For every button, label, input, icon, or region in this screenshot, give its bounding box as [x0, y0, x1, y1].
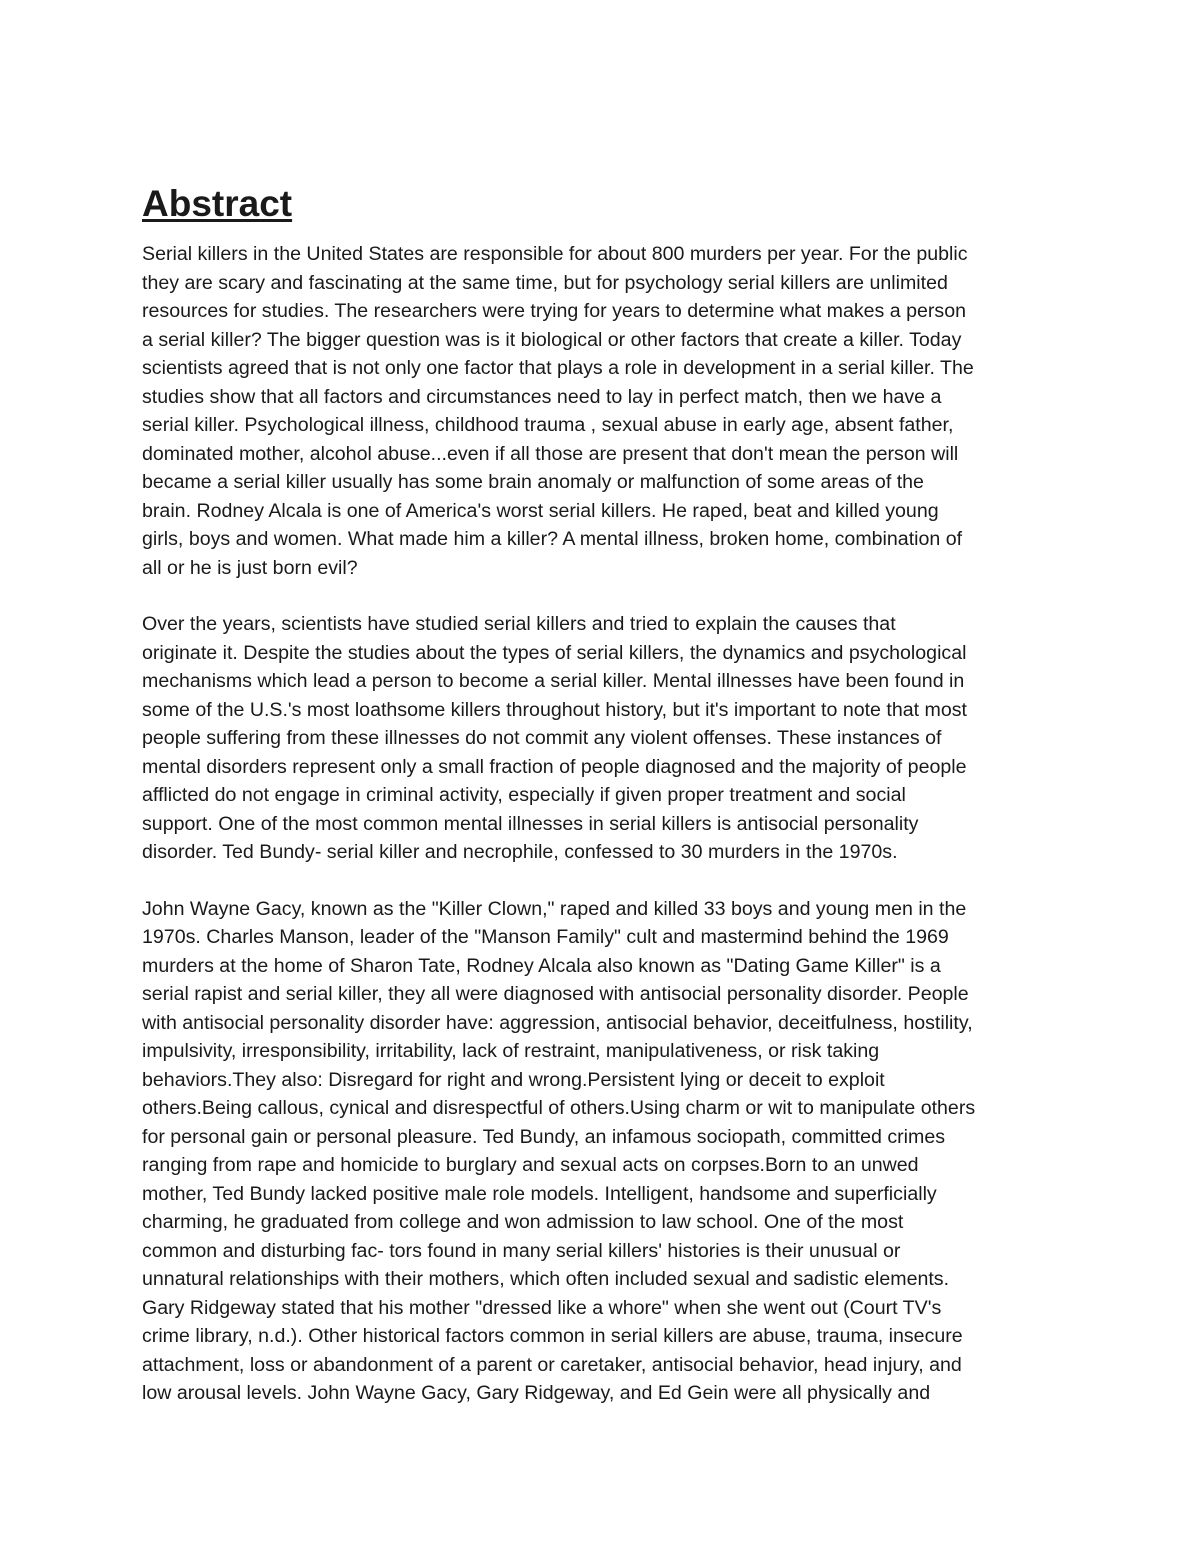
text-line: afflicted do not engage in criminal activity, especially if given proper treatment and social — [142, 784, 906, 806]
paragraph-list — [142, 240, 1067, 1408]
text-line: Gary Ridgeway stated that his mother "dressed like a whore" when she went out (Court TV's — [142, 1296, 942, 1319]
text-line: crime library, n.d.). Other historical factors common in serial killers are abuse, trauma, insecure — [142, 1325, 963, 1347]
text-line: scientists agreed that is not only one factor that plays a role in development in a serial killer. The — [142, 357, 974, 379]
text-line: Over the years, scientists have studied serial killers and tried to explain the causes that — [142, 613, 896, 635]
text-line: they are scary and fascinating at the same time, but for psychology serial killers are unlimited — [142, 271, 948, 294]
text-line: people suffering from these illnesses do not commit any violent offenses. These instances of — [142, 727, 942, 749]
text-line: charming, he graduated from college and won admission to law school. One of the most — [142, 1211, 904, 1233]
text-line: became a serial killer usually has some brain anomaly or malfunction of some areas of the — [142, 471, 924, 493]
text-line: mother, Ted Bundy lacked positive male role models. Intelligent, handsome and superficially — [142, 1182, 937, 1205]
text-line: originate it. Despite the studies about the types of serial killers, the dynamics and psychological — [142, 641, 967, 664]
body-paragraph — [142, 610, 1067, 867]
text-line: attachment, loss or abandonment of a parent or caretaker, antisocial behavior, head injury, and — [142, 1353, 962, 1376]
text-line: common and disturbing fac- tors found in many serial killers' histories is their unusual or — [142, 1239, 901, 1262]
text-line: murders at the home of Sharon Tate, Rodney Alcala also known as "Dating Game Killer" is a — [142, 954, 941, 977]
text-line: behaviors.They also: Disregard for right and wrong.Persistent lying or deceit to exploit — [142, 1068, 885, 1091]
text-line: Serial killers in the United States are responsible for about 800 murders per year. For the public — [142, 243, 968, 265]
text-line: others.Being callous, cynical and disrespectful of others.Using charm or wit to manipulate others — [142, 1097, 976, 1119]
document-title: Abstract — [142, 183, 293, 224]
text-line: with antisocial personality disorder have: aggression, antisocial behavior, deceitfulness, hostility, — [142, 1011, 973, 1034]
text-line: ranging from rape and homicide to burglary and sexual acts on corpses.Born to an unwed — [142, 1154, 919, 1176]
text-line: some of the U.S.'s most loathsome killers throughout history, but it's important to note that most — [142, 698, 967, 721]
text-line: support. One of the most common mental illnesses in serial killers is antisocial personality — [142, 812, 919, 835]
text-line: brain. Rodney Alcala is one of America's worst serial killers. He raped, beat and killed young — [142, 499, 939, 522]
text-line: dominated mother, alcohol abuse...even if all those are present that don't mean the person will — [142, 442, 959, 465]
text-line: serial killer. Psychological illness, childhood trauma , sexual abuse in early age, absent father, — [142, 414, 954, 436]
text-line: a serial killer? The bigger question was is it biological or other factors that create a killer. Today — [142, 328, 962, 351]
text-line: mental disorders represent only a small fraction of people diagnosed and the majority of people — [142, 755, 967, 778]
text-line: impulsivity, irresponsibility, irritability, lack of restraint, manipulativeness, or risk taking — [142, 1040, 880, 1062]
text-line: John Wayne Gacy, known as the "Killer Clown," raped and killed 33 boys and young men in the — [142, 897, 967, 920]
body-paragraph — [142, 240, 1067, 582]
text-line: 1970s. Charles Manson, leader of the "Manson Family" cult and mastermind behind the 1969 — [142, 926, 949, 948]
text-line: unnatural relationships with their mothers, which often included sexual and sadistic elements. — [142, 1268, 950, 1290]
text-line: for personal gain or personal pleasure. Ted Bundy, an infamous sociopath, committed crimes — [142, 1125, 946, 1148]
text-line: serial rapist and serial killer, they all were diagnosed with antisocial personality disorder. People — [142, 983, 969, 1005]
text-line: disorder. Ted Bundy- serial killer and necrophile, confessed to 30 murders in the 1970s. — [142, 841, 898, 863]
body-paragraph — [142, 895, 1067, 1408]
text-line: studies show that all factors and circumstances need to lay in perfect match, then we have a — [142, 385, 942, 408]
document-body — [142, 180, 1067, 1436]
text-line: low arousal levels. John Wayne Gacy, Gary Ridgeway, and Ed Gein were all physically and — [142, 1382, 931, 1404]
text-line: resources for studies. The researchers were trying for years to determine what makes a person — [142, 300, 967, 322]
text-line: all or he is just born evil? — [142, 556, 358, 579]
text-line: girls, boys and women. What made him a killer? A mental illness, broken home, combination of — [142, 528, 963, 550]
text-line: mechanisms which lead a person to become a serial killer. Mental illnesses have been found in — [142, 670, 965, 692]
